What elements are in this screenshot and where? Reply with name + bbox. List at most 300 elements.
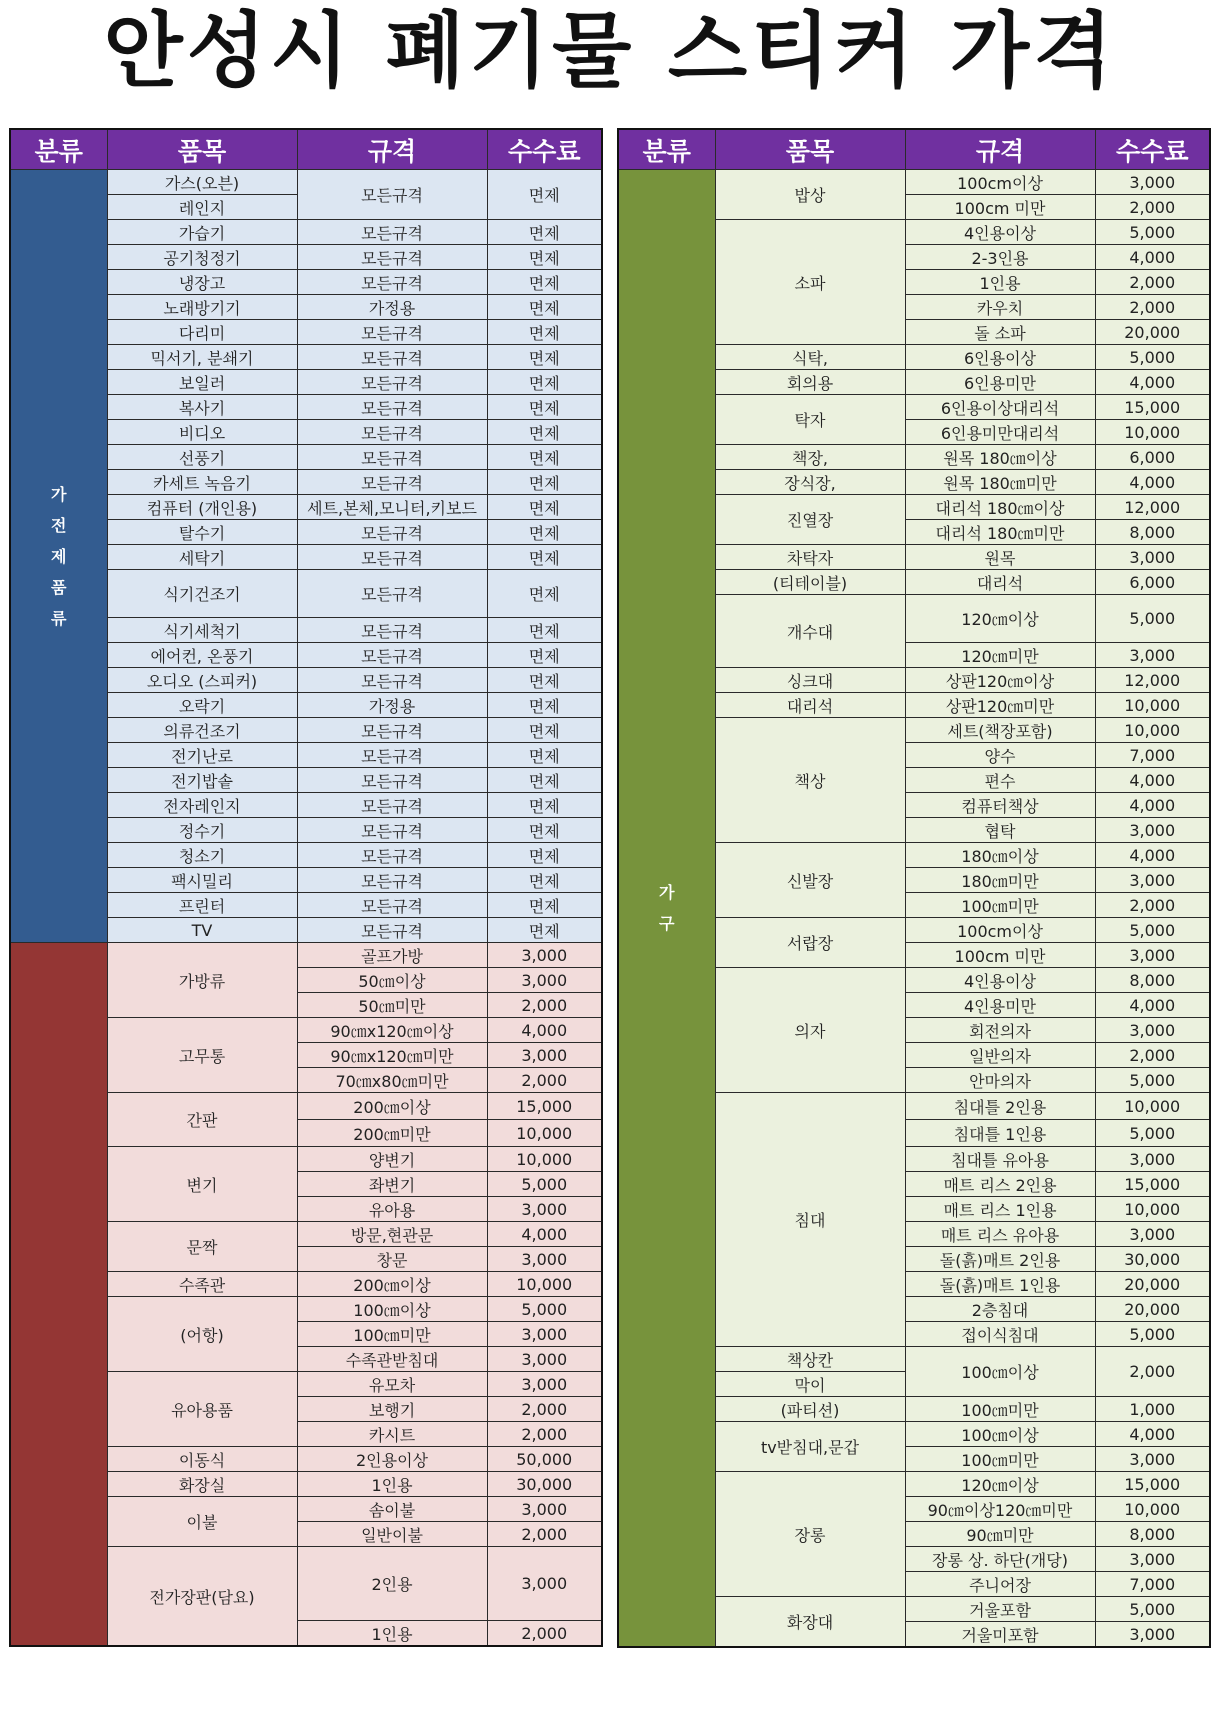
fee-cell: 4,000: [1095, 470, 1210, 495]
spec-cell: 100㎝이상: [905, 1347, 1095, 1397]
fee-cell: 면제: [487, 793, 602, 818]
spec-cell: 90㎝미만: [905, 1522, 1095, 1547]
spec-cell: 모든규격: [297, 718, 487, 743]
spec-cell: 카시트: [297, 1422, 487, 1447]
spec-cell: 거울미포함: [905, 1622, 1095, 1648]
fee-cell: 6,000: [1095, 445, 1210, 470]
fee-cell: 3,000: [1095, 1222, 1210, 1247]
item-cell: 비디오: [107, 420, 297, 445]
fee-cell: 면제: [487, 743, 602, 768]
spec-cell: 모든규격: [297, 843, 487, 868]
fee-cell: 8,000: [1095, 520, 1210, 545]
fee-cell: 면제: [487, 470, 602, 495]
spec-cell: 원목 180㎝미만: [905, 470, 1095, 495]
spec-cell: 2인용: [297, 1547, 487, 1621]
spec-cell: 모든규격: [297, 395, 487, 420]
table-row: [10, 170, 602, 195]
right-table-body: [618, 170, 1210, 1648]
spec-cell: 모든규격: [297, 768, 487, 793]
fee-cell: 2,000: [487, 1397, 602, 1422]
item-cell: 대리석: [715, 693, 905, 718]
spec-cell: 거울포함: [905, 1597, 1095, 1622]
spec-cell: 50㎝이상: [297, 968, 487, 993]
fee-cell: 5,000: [1095, 1068, 1210, 1093]
fee-cell: 2,000: [487, 1522, 602, 1547]
item-cell: 화장대: [715, 1597, 905, 1648]
spec-cell: 120㎝이상: [905, 1472, 1095, 1497]
item-cell: 식기세척기: [107, 618, 297, 643]
item-cell: 책장,: [715, 445, 905, 470]
item-cell: 책상: [715, 718, 905, 843]
item-cell: 탈수기: [107, 520, 297, 545]
item-cell: 진열장: [715, 495, 905, 545]
fee-cell: 면제: [487, 868, 602, 893]
fee-cell: 3,000: [487, 968, 602, 993]
fee-cell: 3,000: [487, 1322, 602, 1347]
spec-cell: 200㎝이상: [297, 1093, 487, 1120]
item-cell: 레인지: [107, 195, 297, 220]
spec-cell: 4인용이상: [905, 220, 1095, 245]
fee-cell: 10,000: [1095, 420, 1210, 445]
item-cell: 선풍기: [107, 445, 297, 470]
spec-cell: 모든규격: [297, 170, 487, 220]
fee-cell: 2,000: [1095, 270, 1210, 295]
spec-cell: 100cm이상: [905, 918, 1095, 943]
spec-cell: 침대틀 유아용: [905, 1147, 1095, 1172]
fee-cell: 3,000: [487, 943, 602, 968]
fee-cell: 5,000: [1095, 1120, 1210, 1147]
fee-cell: 4,000: [1095, 768, 1210, 793]
spec-cell: 모든규격: [297, 918, 487, 943]
fee-cell: 4,000: [1095, 993, 1210, 1018]
spec-cell: 돌 소파: [905, 320, 1095, 345]
spec-cell: 매트 리스 2인용: [905, 1172, 1095, 1197]
spec-cell: 6인용이상대리석: [905, 395, 1095, 420]
spec-cell: 일반이불: [297, 1522, 487, 1547]
fee-cell: 2,000: [1095, 1043, 1210, 1068]
spec-cell: 가정용: [297, 693, 487, 718]
fee-cell: 4,000: [1095, 1422, 1210, 1447]
spec-cell: 2인용이상: [297, 1447, 487, 1472]
fee-cell: 15,000: [1095, 395, 1210, 420]
fee-cell: 4,000: [1095, 245, 1210, 270]
spec-cell: 1인용: [905, 270, 1095, 295]
spec-cell: 100㎝미만: [905, 1397, 1095, 1422]
item-cell: 장롱: [715, 1472, 905, 1597]
fee-cell: 10,000: [1095, 1197, 1210, 1222]
item-cell: 가습기: [107, 220, 297, 245]
fee-cell: 6,000: [1095, 570, 1210, 595]
spec-cell: 주니어장: [905, 1572, 1095, 1597]
category-label: 가구: [659, 883, 675, 933]
fee-cell: 10,000: [1095, 718, 1210, 743]
spec-cell: 모든규격: [297, 793, 487, 818]
fee-cell: 3,000: [487, 1497, 602, 1522]
spec-cell: 모든규격: [297, 420, 487, 445]
item-cell: 장식장,: [715, 470, 905, 495]
spec-cell: 180㎝미만: [905, 868, 1095, 893]
spec-cell: 180㎝이상: [905, 843, 1095, 868]
spec-cell: 70㎝x80㎝미만: [297, 1068, 487, 1093]
item-cell: 세탁기: [107, 545, 297, 570]
header-spec: 규격: [905, 129, 1095, 170]
fee-cell: 면제: [487, 170, 602, 220]
fee-cell: 4,000: [1095, 793, 1210, 818]
left-fee-table: [9, 128, 603, 1647]
spec-cell: 모든규격: [297, 220, 487, 245]
item-cell: 수족관: [107, 1272, 297, 1297]
fee-cell: 3,000: [487, 1197, 602, 1222]
fee-cell: 면제: [487, 370, 602, 395]
spec-cell: 90㎝x120㎝이상: [297, 1018, 487, 1043]
spec-cell: 100㎝미만: [905, 1447, 1095, 1472]
fee-cell: 3,000: [1095, 1622, 1210, 1648]
fee-cell: 3,000: [1095, 868, 1210, 893]
spec-cell: 접이식침대: [905, 1322, 1095, 1347]
right-fee-table: [617, 128, 1211, 1648]
fee-cell: 4,000: [487, 1018, 602, 1043]
item-cell: 가스(오븐): [107, 170, 297, 195]
table-row: [618, 170, 1210, 195]
fee-cell: 면제: [487, 918, 602, 943]
item-cell: 싱크대: [715, 668, 905, 693]
item-cell: (어항): [107, 1297, 297, 1372]
header-row: [10, 129, 602, 170]
fee-cell: 12,000: [1095, 495, 1210, 520]
item-cell: 전기밥솥: [107, 768, 297, 793]
item-cell: 믹서기, 분쇄기: [107, 345, 297, 370]
fee-cell: 15,000: [1095, 1472, 1210, 1497]
spec-cell: 장롱 상. 하단(개당): [905, 1547, 1095, 1572]
item-cell: 차탁자: [715, 545, 905, 570]
spec-cell: 안마의자: [905, 1068, 1095, 1093]
item-cell: tv받침대,문갑: [715, 1422, 905, 1472]
spec-cell: 협탁: [905, 818, 1095, 843]
fee-cell: 면제: [487, 718, 602, 743]
fee-cell: 2,000: [487, 1068, 602, 1093]
spec-cell: 일반의자: [905, 1043, 1095, 1068]
fee-cell: 8,000: [1095, 1522, 1210, 1547]
spec-cell: 좌변기: [297, 1172, 487, 1197]
item-cell: 오디오 (스피커): [107, 668, 297, 693]
item-cell: 유아용품: [107, 1372, 297, 1447]
fee-cell: 3,000: [487, 1547, 602, 1621]
item-cell: 탁자: [715, 395, 905, 445]
fee-cell: 2,000: [487, 1422, 602, 1447]
spec-cell: 100㎝미만: [297, 1322, 487, 1347]
spec-cell: 모든규격: [297, 818, 487, 843]
item-cell: 변기: [107, 1147, 297, 1222]
fee-cell: 면제: [487, 545, 602, 570]
spec-cell: 상판120㎝이상: [905, 668, 1095, 693]
spec-cell: 4인용미만: [905, 993, 1095, 1018]
fee-cell: 4,000: [1095, 843, 1210, 868]
left-table-body: [10, 170, 602, 1647]
fee-cell: 20,000: [1095, 1272, 1210, 1297]
fee-cell: 7,000: [1095, 743, 1210, 768]
spec-cell: 6인용이상: [905, 345, 1095, 370]
item-cell: 식기건조기: [107, 570, 297, 618]
spec-cell: 세트(책장포함): [905, 718, 1095, 743]
item-cell: 컴퓨터 (개인용): [107, 495, 297, 520]
spec-cell: 모든규격: [297, 545, 487, 570]
item-cell: 이동식: [107, 1447, 297, 1472]
fee-cell: 면제: [487, 445, 602, 470]
fee-cell: 3,000: [487, 1347, 602, 1372]
item-cell: 간판: [107, 1093, 297, 1147]
spec-cell: 돌(흙)매트 2인용: [905, 1247, 1095, 1272]
item-cell: 복사기: [107, 395, 297, 420]
fee-cell: 3,000: [1095, 943, 1210, 968]
fee-cell: 4,000: [1095, 370, 1210, 395]
item-cell: (파티션): [715, 1397, 905, 1422]
fee-cell: 3,000: [1095, 1447, 1210, 1472]
spec-cell: 회전의자: [905, 1018, 1095, 1043]
fee-cell: 4,000: [487, 1222, 602, 1247]
fee-cell: 면제: [487, 843, 602, 868]
fee-cell: 면제: [487, 668, 602, 693]
spec-cell: 모든규격: [297, 345, 487, 370]
fee-cell: 3,000: [1095, 170, 1210, 195]
fee-cell: 3,000: [487, 1372, 602, 1397]
fee-cell: 면제: [487, 520, 602, 545]
category-label: 가전제품류: [51, 484, 67, 628]
spec-cell: 100㎝이상: [905, 1422, 1095, 1447]
fee-cell: 30,000: [487, 1472, 602, 1497]
fee-cell: 3,000: [1095, 545, 1210, 570]
item-cell: 이불: [107, 1497, 297, 1547]
spec-cell: 모든규격: [297, 445, 487, 470]
item-cell: 공기청정기: [107, 245, 297, 270]
spec-cell: 100cm이상: [905, 170, 1095, 195]
fee-cell: 7,000: [1095, 1572, 1210, 1597]
item-cell: 다리미: [107, 320, 297, 345]
fee-cell: 면제: [487, 618, 602, 643]
page-title: 안성시 폐기물 스티커 가격: [103, 4, 1117, 99]
item-cell: 의류건조기: [107, 718, 297, 743]
fee-cell: 5,000: [1095, 220, 1210, 245]
item-cell: 고무통: [107, 1018, 297, 1093]
fee-cell: 면제: [487, 395, 602, 420]
spec-cell: 편수: [905, 768, 1095, 793]
item-cell: (티테이블): [715, 570, 905, 595]
fee-cell: 3,000: [487, 1247, 602, 1272]
fee-cell: 5,000: [487, 1172, 602, 1197]
fee-cell: 2,000: [1095, 195, 1210, 220]
spec-cell: 유아용: [297, 1197, 487, 1222]
spec-cell: 창문: [297, 1247, 487, 1272]
item-cell: 카세트 녹음기: [107, 470, 297, 495]
fee-cell: 5,000: [1095, 345, 1210, 370]
spec-cell: 침대틀 2인용: [905, 1093, 1095, 1120]
item-cell: 가방류: [107, 943, 297, 1018]
spec-cell: 200㎝미만: [297, 1120, 487, 1147]
spec-cell: 50㎝미만: [297, 993, 487, 1018]
spec-cell: 2층침대: [905, 1297, 1095, 1322]
fee-cell: 10,000: [1095, 693, 1210, 718]
fee-cell: 3,000: [1095, 1547, 1210, 1572]
fee-cell: 면제: [487, 818, 602, 843]
spec-cell: 보행기: [297, 1397, 487, 1422]
spec-cell: 100cm 미만: [905, 195, 1095, 220]
spec-cell: 90㎝x120㎝미만: [297, 1043, 487, 1068]
category-cell: [618, 170, 715, 1648]
item-cell: 밥상: [715, 170, 905, 220]
spec-cell: 6인용미만대리석: [905, 420, 1095, 445]
spec-cell: 침대틀 1인용: [905, 1120, 1095, 1147]
spec-cell: 100㎝이상: [297, 1297, 487, 1322]
item-cell: 전자레인지: [107, 793, 297, 818]
fee-cell: 10,000: [487, 1120, 602, 1147]
fee-cell: 5,000: [1095, 595, 1210, 643]
item-cell: 팩시밀리: [107, 868, 297, 893]
spec-cell: 2-3인용: [905, 245, 1095, 270]
fee-cell: 20,000: [1095, 320, 1210, 345]
fee-cell: 면제: [487, 893, 602, 918]
spec-cell: 세트,본체,모니터,키보드: [297, 495, 487, 520]
fee-cell: 12,000: [1095, 668, 1210, 693]
item-cell: 냉장고: [107, 270, 297, 295]
fee-cell: 면제: [487, 768, 602, 793]
spec-cell: 수족관받침대: [297, 1347, 487, 1372]
spec-cell: 90㎝이상120㎝미만: [905, 1497, 1095, 1522]
item-cell: 노래방기기: [107, 295, 297, 320]
category-cell: [10, 943, 107, 1647]
item-cell: 회의용: [715, 370, 905, 395]
item-cell: 개수대: [715, 595, 905, 668]
item-cell: 침대: [715, 1093, 905, 1347]
item-cell: 보일러: [107, 370, 297, 395]
category-cell: [10, 170, 107, 943]
spec-cell: 모든규격: [297, 370, 487, 395]
fee-cell: 면제: [487, 220, 602, 245]
spec-cell: 1인용: [297, 1621, 487, 1647]
spec-cell: 모든규격: [297, 868, 487, 893]
fee-cell: 3,000: [487, 1043, 602, 1068]
fee-cell: 면제: [487, 495, 602, 520]
spec-cell: 모든규격: [297, 893, 487, 918]
spec-cell: 100cm 미만: [905, 943, 1095, 968]
spec-cell: 유모차: [297, 1372, 487, 1397]
header-item: 품목: [107, 129, 297, 170]
item-cell: 서랍장: [715, 918, 905, 968]
fee-cell: 면제: [487, 693, 602, 718]
spec-cell: 솜이불: [297, 1497, 487, 1522]
spec-cell: 양변기: [297, 1147, 487, 1172]
header-fee: 수수료: [487, 129, 602, 170]
spec-cell: 모든규격: [297, 743, 487, 768]
spec-cell: 모든규격: [297, 470, 487, 495]
header-item: 품목: [715, 129, 905, 170]
fee-cell: 10,000: [1095, 1093, 1210, 1120]
item-cell: 책상칸: [715, 1347, 905, 1372]
fee-cell: 5,000: [487, 1297, 602, 1322]
fee-cell: 5,000: [1095, 1597, 1210, 1622]
fee-cell: 5,000: [1095, 918, 1210, 943]
item-cell: TV: [107, 918, 297, 943]
item-cell: 신발장: [715, 843, 905, 918]
spec-cell: 100㎝미만: [905, 893, 1095, 918]
spec-cell: 200㎝이상: [297, 1272, 487, 1297]
item-cell: 화장실: [107, 1472, 297, 1497]
fee-cell: 면제: [487, 245, 602, 270]
spec-cell: 모든규격: [297, 320, 487, 345]
item-cell: 에어컨, 온풍기: [107, 643, 297, 668]
spec-cell: 원목 180㎝이상: [905, 445, 1095, 470]
item-cell: 정수기: [107, 818, 297, 843]
item-cell: 소파: [715, 220, 905, 345]
spec-cell: 1인용: [297, 1472, 487, 1497]
spec-cell: 방문,현관문: [297, 1222, 487, 1247]
item-cell: 청소기: [107, 843, 297, 868]
fee-cell: 2,000: [487, 993, 602, 1018]
item-cell: 의자: [715, 968, 905, 1093]
fee-cell: 10,000: [487, 1272, 602, 1297]
fee-cell: 1,000: [1095, 1397, 1210, 1422]
fee-cell: 2,000: [1095, 295, 1210, 320]
fee-cell: 20,000: [1095, 1297, 1210, 1322]
header-category: 분류: [10, 129, 107, 170]
spec-cell: 대리석: [905, 570, 1095, 595]
fee-cell: 면제: [487, 570, 602, 618]
spec-cell: 120㎝이상: [905, 595, 1095, 643]
item-cell: 오락기: [107, 693, 297, 718]
fee-cell: 2,000: [1095, 1347, 1210, 1397]
fee-cell: 2,000: [1095, 893, 1210, 918]
fee-cell: 8,000: [1095, 968, 1210, 993]
item-cell: 문짝: [107, 1222, 297, 1272]
fee-cell: 면제: [487, 270, 602, 295]
spec-cell: 4인용이상: [905, 968, 1095, 993]
fee-cell: 2,000: [487, 1621, 602, 1647]
spec-cell: 매트 리스 1인용: [905, 1197, 1095, 1222]
fee-cell: 15,000: [1095, 1172, 1210, 1197]
header-row: [618, 129, 1210, 170]
fee-cell: 50,000: [487, 1447, 602, 1472]
table-row: [10, 943, 602, 968]
spec-cell: 원목: [905, 545, 1095, 570]
fee-cell: 면제: [487, 643, 602, 668]
item-cell: 막이: [715, 1372, 905, 1397]
fee-cell: 면제: [487, 320, 602, 345]
spec-cell: 양수: [905, 743, 1095, 768]
spec-cell: 120㎝미만: [905, 643, 1095, 668]
item-cell: 전기난로: [107, 743, 297, 768]
spec-cell: 모든규격: [297, 618, 487, 643]
item-cell: 전가장판(담요): [107, 1547, 297, 1647]
spec-cell: 가정용: [297, 295, 487, 320]
fee-cell: 5,000: [1095, 1322, 1210, 1347]
fee-cell: 3,000: [1095, 818, 1210, 843]
fee-cell: 3,000: [1095, 1018, 1210, 1043]
spec-cell: 모든규격: [297, 643, 487, 668]
fee-cell: 15,000: [487, 1093, 602, 1120]
item-cell: 식탁,: [715, 345, 905, 370]
fee-cell: 10,000: [487, 1147, 602, 1172]
spec-cell: 골프가방: [297, 943, 487, 968]
spec-cell: 모든규격: [297, 245, 487, 270]
spec-cell: 돌(흙)매트 1인용: [905, 1272, 1095, 1297]
header-fee: 수수료: [1095, 129, 1210, 170]
spec-cell: 모든규격: [297, 668, 487, 693]
fee-cell: 면제: [487, 345, 602, 370]
spec-cell: 6인용미만: [905, 370, 1095, 395]
spec-cell: 모든규격: [297, 520, 487, 545]
spec-cell: 매트 리스 유아용: [905, 1222, 1095, 1247]
fee-cell: 30,000: [1095, 1247, 1210, 1272]
spec-cell: 모든규격: [297, 570, 487, 618]
spec-cell: 대리석 180㎝이상: [905, 495, 1095, 520]
